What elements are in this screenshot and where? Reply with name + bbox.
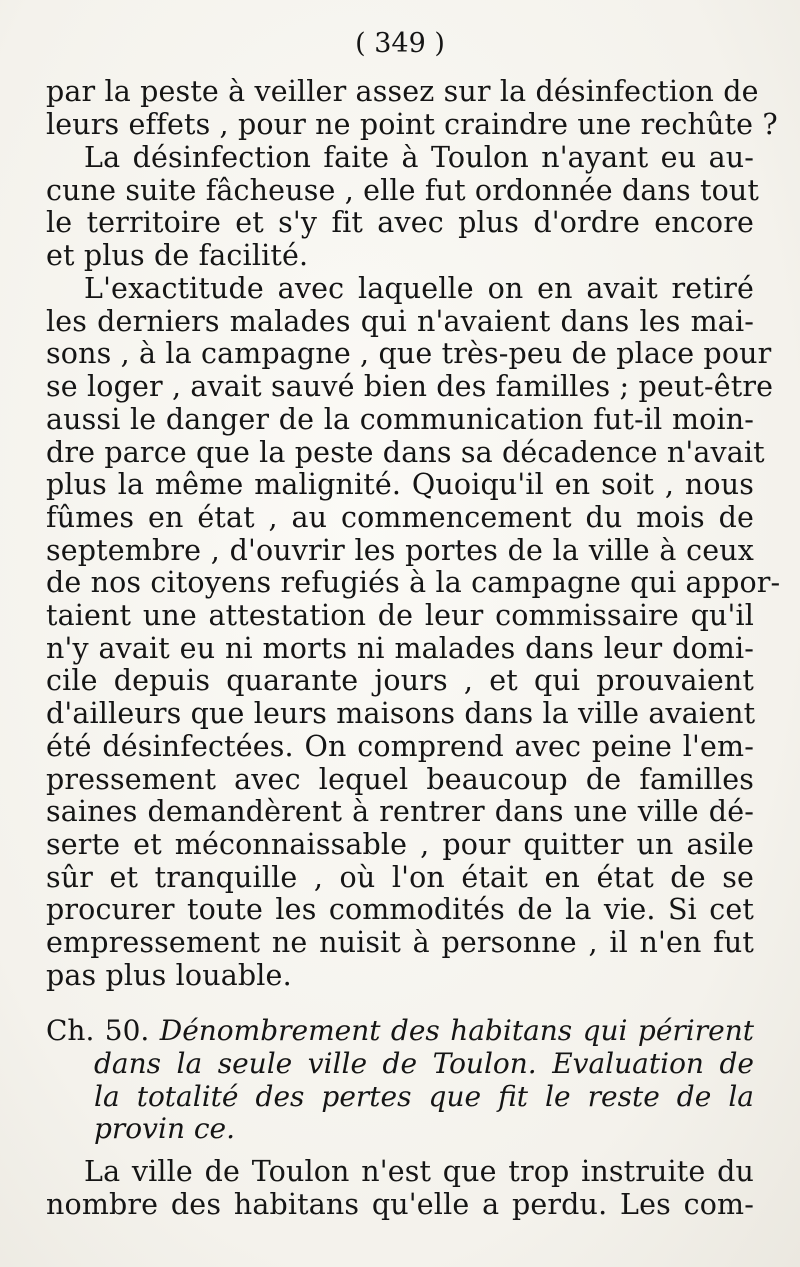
text-line: cune suite fâcheuse , elle fut ordonnée dans tout: [46, 173, 759, 207]
text-line: plus la même malignité. Quoiqu'il en soit , nous: [46, 468, 754, 502]
page-number: ( 349 ): [355, 28, 445, 59]
paragraph-1: [46, 75, 778, 141]
text-line: pressement avec lequel beaucoup de familles: [46, 762, 754, 796]
text-line: sons , à la campagne , que très-peu de place pour: [46, 337, 772, 371]
text-line: La ville de Toulon n'est que trop instruite du: [84, 1155, 754, 1188]
text-line: L'exactitude avec laquelle on en avait retiré: [84, 272, 754, 305]
text-line: par la peste à veiller assez sur la désinfection de: [46, 75, 759, 108]
text-line: taient une attestation de leur commissaire qu'il: [46, 599, 754, 633]
chapter-title-line: la totalité des pertes que fit le reste de la: [94, 1079, 754, 1113]
text-line: procurer toute les commodités de la vie. Si cet: [46, 893, 754, 927]
text-line: nombre des habitans qu'elle a perdu. Les com-: [46, 1187, 754, 1221]
text-line: cile depuis quarante jours , et qui prouvaient: [46, 664, 754, 698]
text-line: n'y avait eu ni morts ni malades dans leur domi-: [46, 631, 754, 665]
text-line: se loger , avait sauvé bien des familles ; peut-être: [46, 370, 774, 404]
text-line: d'ailleurs que leurs maisons dans la ville avaient: [46, 697, 756, 731]
text-line: les derniers malades qui n'avaient dans les mai-: [46, 304, 754, 338]
text-line: empressement ne nuisit à personne , il n'en fut: [46, 926, 754, 960]
text-line: dre parce que la peste dans sa décadence n'avait: [46, 435, 765, 469]
text-line: fûmes en état , au commencement du mois de: [46, 500, 754, 534]
chapter-title-line: [46, 1015, 754, 1048]
chapter-title-text: Dénombrement des habitans qui périrent: [159, 1014, 754, 1047]
text-line: sûr et tranquille , où l'on était en état de se: [46, 860, 754, 894]
text-line: et plus de facilité.: [46, 239, 309, 273]
text-line: serte et méconnaissable , pour quitter un asile: [46, 827, 754, 861]
text-line: saines demandèrent à rentrer dans une ville dé-: [46, 795, 754, 829]
text-line: été désinfectées. On comprend avec peine l'em-: [46, 729, 754, 763]
text-line: La désinfection faite à Toulon n'ayant eu au-: [84, 141, 754, 174]
paragraph-4: [46, 1156, 754, 1221]
text-line: leurs effets , pour ne point craindre une rechûte ?: [46, 107, 778, 141]
chapter-title-line: dans la seule ville de Toulon. Evaluation de: [94, 1046, 754, 1080]
chapter-title-line: provin ce.: [94, 1112, 236, 1146]
text-line: de nos citoyens refugiés à la campagne qui appor-: [46, 566, 781, 600]
text-line: pas plus louable.: [46, 958, 292, 992]
chapter-label: Ch. 50.: [46, 1014, 150, 1047]
text-line: aussi le danger de la communication fut-il moin-: [46, 402, 754, 436]
paragraph-3: [46, 272, 781, 992]
paragraph-2: [46, 141, 759, 273]
text-line: le territoire et s'y fit avec plus d'ordre encore: [46, 206, 754, 240]
text-line: septembre , d'ouvrir les portes de la ville à ceux: [46, 533, 754, 567]
chapter-heading: [46, 1015, 754, 1146]
